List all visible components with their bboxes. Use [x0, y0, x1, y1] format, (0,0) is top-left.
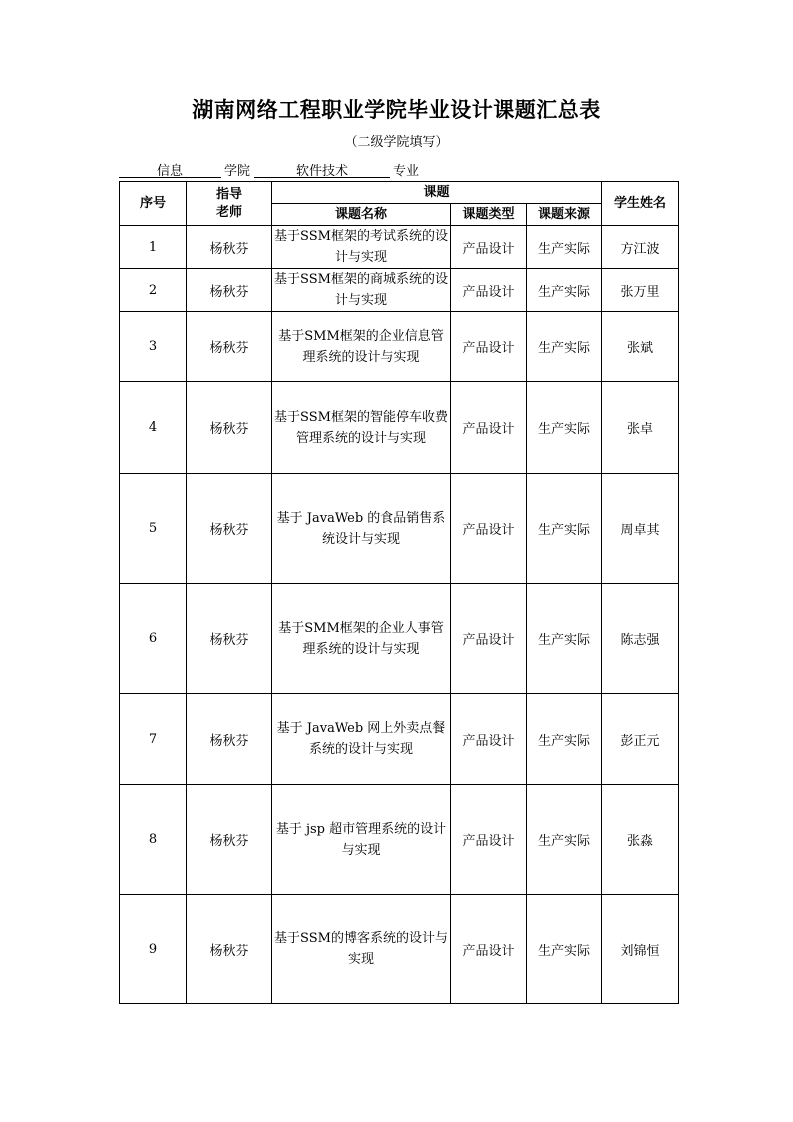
row-advisor: 杨秋芬 [187, 785, 272, 895]
row-type: 产品设计 [451, 584, 527, 694]
row-source: 生产实际 [527, 895, 602, 1004]
row-type: 产品设计 [451, 474, 527, 584]
row-student: 张卓 [602, 382, 679, 474]
major-label: 专业 [393, 164, 420, 179]
table-row [120, 694, 679, 785]
major-value: 软件技术 [296, 164, 349, 179]
header-topic-type: 课题类型 [451, 204, 527, 226]
row-student: 周卓其 [602, 474, 679, 584]
row-topic: 基于SSM的博客系统的设计与实现 [272, 895, 451, 1004]
table-row [120, 785, 679, 895]
header-advisor-line2: 老师 [215, 204, 242, 220]
row-advisor: 杨秋芬 [187, 694, 272, 785]
table-row [120, 382, 679, 474]
row-type: 产品设计 [451, 226, 527, 269]
row-type: 产品设计 [451, 694, 527, 785]
row-seq: 3 [120, 312, 187, 382]
document-title: 湖南网络工程职业学院毕业设计课题汇总表 [192, 98, 601, 122]
row-topic: 基于 jsp 超市管理系统的设计与实现 [272, 785, 451, 895]
row-student: 陈志强 [602, 584, 679, 694]
row-source: 生产实际 [527, 694, 602, 785]
row-source: 生产实际 [527, 474, 602, 584]
row-seq: 5 [120, 474, 187, 584]
row-type: 产品设计 [451, 785, 527, 895]
row-topic: 基于SMM框架的企业信息管理系统的设计与实现 [272, 312, 451, 382]
row-topic: 基于 JavaWeb 的食品销售系统设计与实现 [272, 474, 451, 584]
row-advisor: 杨秋芬 [187, 895, 272, 1004]
row-student: 张淼 [602, 785, 679, 895]
row-seq: 2 [120, 269, 187, 312]
row-advisor: 杨秋芬 [187, 474, 272, 584]
row-source: 生产实际 [527, 226, 602, 269]
header-student: 学生姓名 [602, 182, 679, 226]
row-advisor: 杨秋芬 [187, 382, 272, 474]
table-row [120, 226, 679, 269]
row-source: 生产实际 [527, 785, 602, 895]
row-advisor: 杨秋芬 [187, 312, 272, 382]
table-row [120, 584, 679, 694]
row-source: 生产实际 [527, 584, 602, 694]
row-type: 产品设计 [451, 382, 527, 474]
row-seq: 6 [120, 584, 187, 694]
row-topic: 基于 JavaWeb 网上外卖点餐系统的设计与实现 [272, 694, 451, 785]
row-student: 方江波 [602, 226, 679, 269]
header-topic-source: 课题来源 [527, 204, 602, 226]
row-topic: 基于SMM框架的企业人事管理系统的设计与实现 [272, 584, 451, 694]
table-row [120, 895, 679, 1004]
college-label: 学院 [224, 164, 251, 179]
table-row [120, 474, 679, 584]
row-student: 张斌 [602, 312, 679, 382]
row-source: 生产实际 [527, 382, 602, 474]
row-student: 彭正元 [602, 694, 679, 785]
header-topic-group: 课题 [272, 182, 602, 204]
table-row [120, 312, 679, 382]
header-advisor-line1: 指导 [215, 186, 242, 202]
row-type: 产品设计 [451, 269, 527, 312]
row-topic: 基于SSM框架的商城系统的设计与实现 [272, 269, 451, 312]
row-source: 生产实际 [527, 269, 602, 312]
header-topic-name: 课题名称 [272, 204, 451, 226]
document-subtitle: （二级学院填写） [344, 135, 449, 150]
header-advisor [187, 182, 272, 226]
row-type: 产品设计 [451, 895, 527, 1004]
row-source: 生产实际 [527, 312, 602, 382]
table-row [120, 269, 679, 312]
row-student: 刘锦恒 [602, 895, 679, 1004]
row-topic: 基于SSM框架的考试系统的设计与实现 [272, 226, 451, 269]
row-seq: 7 [120, 694, 187, 785]
row-type: 产品设计 [451, 312, 527, 382]
header-seq: 序号 [120, 182, 187, 226]
row-advisor: 杨秋芬 [187, 584, 272, 694]
row-seq: 9 [120, 895, 187, 1004]
row-advisor: 杨秋芬 [187, 226, 272, 269]
row-seq: 4 [120, 382, 187, 474]
topics-table [119, 181, 679, 1004]
row-seq: 1 [120, 226, 187, 269]
row-advisor: 杨秋芬 [187, 269, 272, 312]
row-student: 张万里 [602, 269, 679, 312]
row-seq: 8 [120, 785, 187, 895]
row-topic: 基于SSM框架的智能停车收费管理系统的设计与实现 [272, 382, 451, 474]
college-value: 信息 [157, 164, 184, 179]
